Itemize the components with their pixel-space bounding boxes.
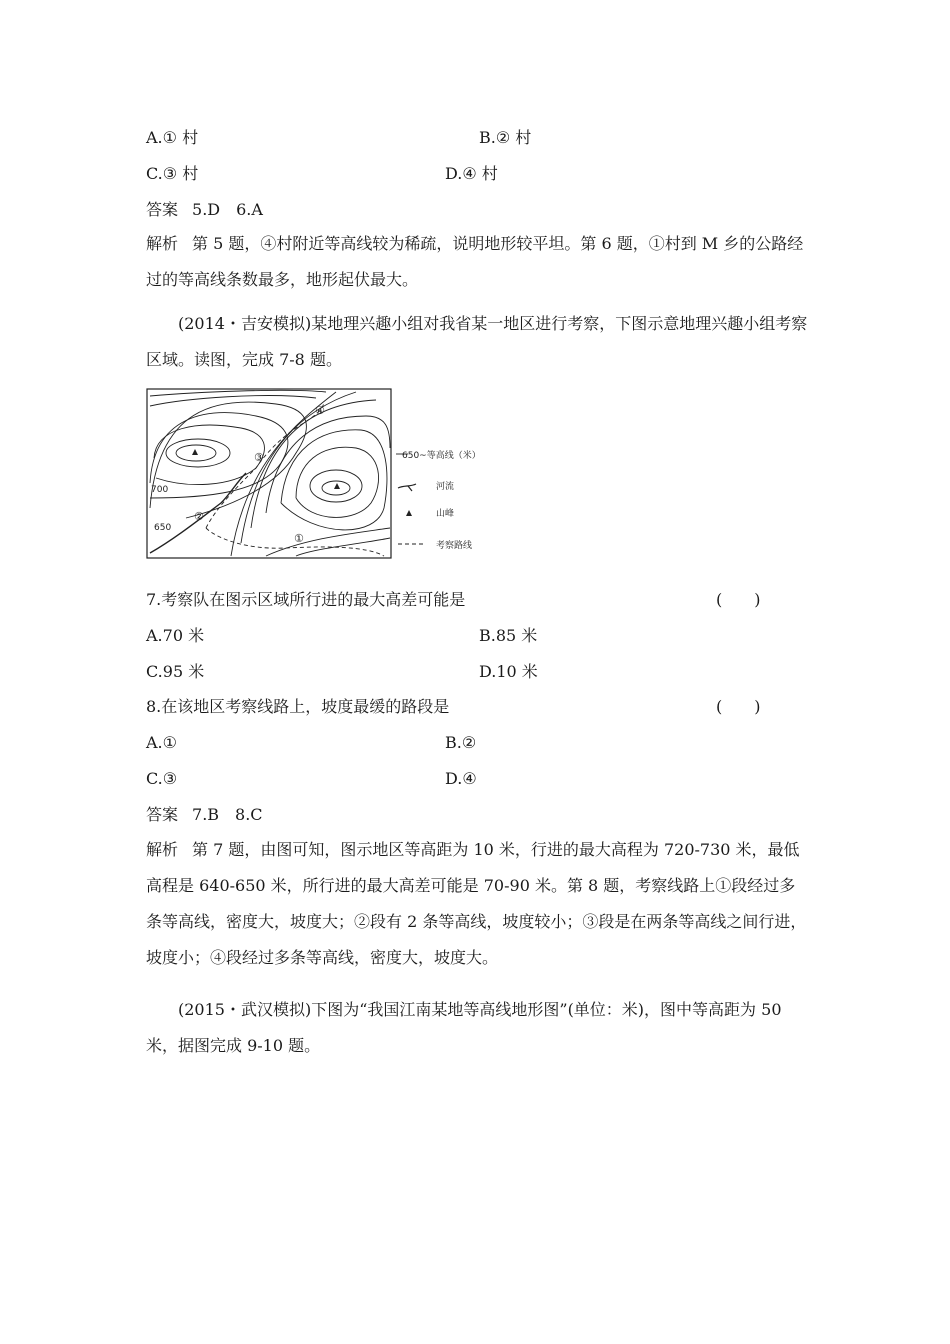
answer-text: 7.B 8.C	[192, 805, 263, 824]
contour-line	[241, 392, 356, 543]
map-frame	[147, 389, 391, 558]
contour-map-figure	[146, 388, 496, 563]
legend-contour: 650~等高线（米）	[402, 451, 481, 461]
intro-9-10: (2015・武汉模拟)下图为“我国江南某地等高线地形图”(单位：米)，图中等高距为 50 米，据图完成 9-10 题。	[146, 1000, 782, 1055]
marker-1: ①	[294, 532, 304, 545]
q8-option-a: A.①	[146, 733, 177, 752]
option-b: B.② 村	[479, 128, 532, 147]
peak-icon	[406, 510, 412, 516]
contour-line	[296, 447, 379, 517]
peak-icon	[192, 449, 198, 455]
answer-label: 答案	[146, 200, 179, 219]
q7-option-d: D.10 米	[479, 662, 538, 681]
q8-option-d: D.④	[445, 769, 477, 788]
q7-option-b: B.85 米	[479, 626, 538, 645]
analysis-label: 解析	[146, 840, 179, 859]
analysis-text: 第 5 题，④村附近等高线较为稀疏，说明地形较平坦。第 6 题，①村到 M 乡的公路经过的等高线条数最多，地形起伏最大。	[146, 234, 804, 289]
option-d: D.④ 村	[445, 164, 498, 183]
answer-label: 答案	[146, 805, 179, 824]
contour-line	[281, 430, 387, 530]
q8-answer-blank: ( )	[716, 697, 761, 716]
analysis-5-6	[146, 226, 808, 298]
answer-7-8	[146, 805, 263, 825]
contour-label-650: 650	[154, 523, 172, 533]
legend-route: 考察路线	[436, 541, 473, 551]
contour-map	[146, 388, 496, 563]
q7-option-a: A.70 米	[146, 626, 205, 645]
contour-line	[154, 425, 264, 484]
contour-line	[150, 390, 326, 396]
q8-option-b: B.②	[445, 733, 477, 752]
q8-option-c: C.③	[146, 769, 178, 788]
answer-5-6	[146, 200, 263, 220]
marker-4: ④	[315, 404, 325, 417]
contour-line	[251, 400, 376, 528]
q7-stem: 7.考察队在图示区域所行进的最大高差可能是	[146, 590, 466, 609]
q8-stem: 8.在该地区考察线路上，坡度最缓的路段是	[146, 697, 450, 716]
option-c: C.③ 村	[146, 164, 199, 183]
marker-3: ③	[254, 451, 264, 464]
answer-text: 5.D 6.A	[192, 200, 263, 219]
q7-answer-blank: ( )	[716, 590, 761, 609]
contour-line	[150, 396, 316, 406]
peak-icon	[334, 483, 340, 489]
analysis-text: 第 7 题，由图可知，图示地区等高距为 10 米，行进的最大高程为 720-730 米，最低高程是 640-650 米，所行进的最大高差可能是 70-90 米。第 8 题，考察线路上①段经过多条等高线，密度大，坡度大；②段有 2 条等高线，坡度较小；③段是在两条等高线之间行进，坡度小；④段经过多条等高线，密度大，坡度大。	[146, 840, 807, 967]
q7-option-c: C.95 米	[146, 662, 205, 681]
marker-2: ②	[194, 510, 204, 523]
contour-line	[266, 528, 390, 556]
contour-label-700: 700	[151, 485, 169, 495]
legend-peak: 山峰	[436, 509, 455, 519]
option-a: A.① 村	[146, 128, 199, 147]
intro-7-8: (2014・吉安模拟)某地理兴趣小组对我省某一地区进行考察，下图示意地理兴趣小组考察区域。读图，完成 7-8 题。	[146, 314, 808, 369]
legend-river: 河流	[436, 482, 455, 492]
analysis-label: 解析	[146, 234, 179, 253]
analysis-7-8	[146, 832, 808, 976]
